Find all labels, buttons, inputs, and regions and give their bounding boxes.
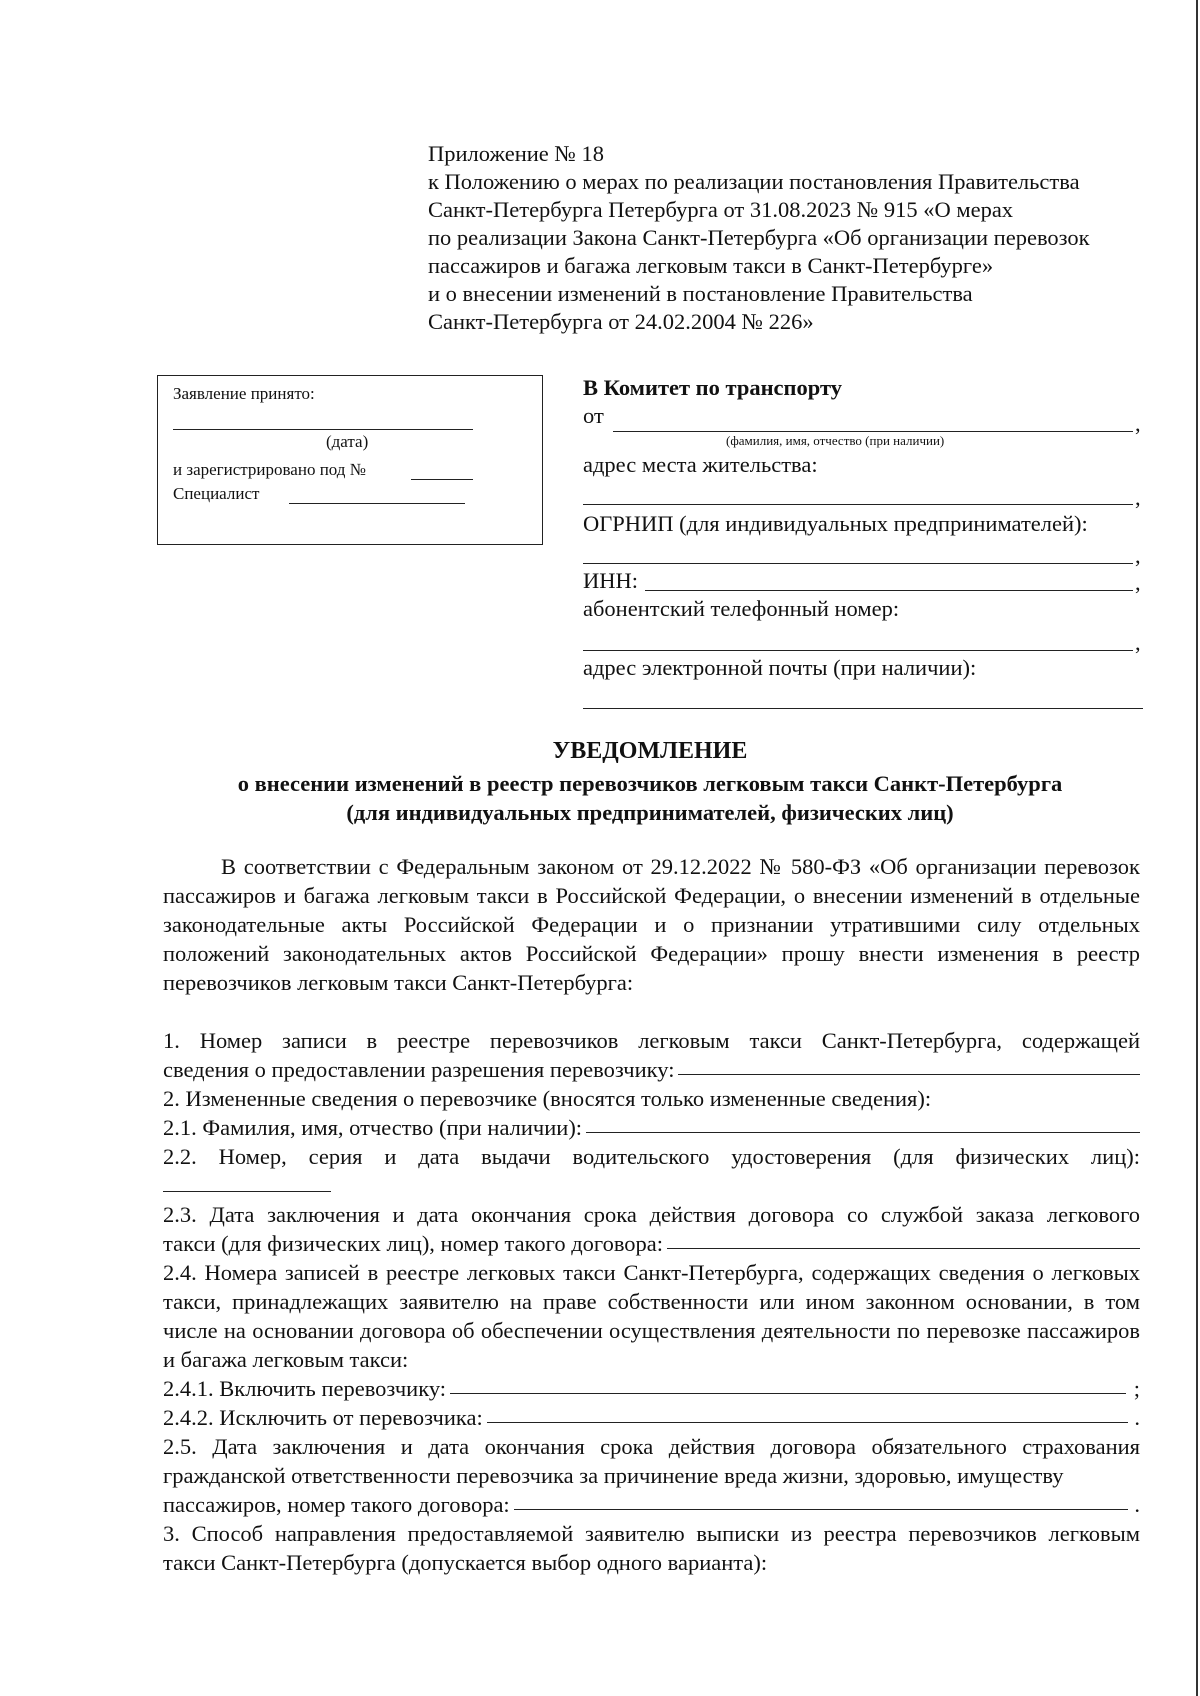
item-1-text-cont: сведения о предоставлении разрешения перевозчику: bbox=[163, 1057, 675, 1082]
ogrnip-field[interactable] bbox=[583, 563, 1133, 564]
dispatch-contract-field[interactable] bbox=[667, 1248, 1140, 1249]
email-field[interactable] bbox=[583, 708, 1143, 709]
registration-box bbox=[157, 375, 543, 545]
from-label: от bbox=[583, 403, 604, 428]
phone-label: абонентский телефонный номер: bbox=[583, 596, 900, 621]
item-2-4-1-row bbox=[163, 1374, 1140, 1403]
license-field[interactable] bbox=[163, 1191, 331, 1192]
intro-paragraph: В соответствии с Федеральным законом от 29.12.2022 № 580-ФЗ «Об организации перевозок пассажиров и багажа легковым такси в Российской Федерации, о внесении изменений в отдельные законодательные акты Российской Федерации и о признании утратившими силу отдельных положений законодательных актов Российской Федерации» прошу внести изменения в реестр перевозчиков легковым такси Санкт-Петербурга: bbox=[163, 854, 1140, 995]
item-2-1-text: 2.1. Фамилия, имя, отчество (при наличии): bbox=[163, 1115, 583, 1140]
specialist-field[interactable] bbox=[289, 503, 465, 504]
item-2-5-text-cont: пассажиров, номер такого договора: bbox=[163, 1492, 510, 1517]
item-2-3-text-cont: такси (для физических лиц), номер такого договора: bbox=[163, 1231, 664, 1256]
specialist-label: Специалист bbox=[173, 484, 260, 503]
inn-label: ИНН: bbox=[583, 568, 638, 593]
phone-field[interactable] bbox=[583, 650, 1133, 651]
period: . bbox=[1134, 1405, 1140, 1430]
address-label: адрес места жительства: bbox=[583, 452, 818, 477]
address-field[interactable] bbox=[583, 504, 1133, 505]
fio-field[interactable] bbox=[613, 431, 1133, 432]
item-2-4-text: 2.4. Номера записей в реестре легковых такси Санкт-Петербурга, содержащих сведения о легковых такси, принадлежащих заявителю на праве собственности или ином законном основании, в том числе на основании договора об обеспечении осуществления деятельности по перевозке пассажиров и багажа легковым такси: bbox=[163, 1260, 1140, 1372]
item-2-2-text: 2.2. Номер, серия и дата выдачи водительского удостоверения (для физических лиц): bbox=[163, 1144, 1140, 1169]
comma: , bbox=[1135, 543, 1141, 568]
registered-label: и зарегистрировано под № bbox=[173, 460, 366, 479]
insurance-contract-field[interactable] bbox=[514, 1509, 1129, 1510]
document-subtitle: о внесении изменений в реестр перевозчиков легковым такси Санкт-Петербурга bbox=[237, 771, 1063, 796]
item-1-text: 1. Номер записи в реестре перевозчиков легковым такси Санкт-Петербурга, содержащей bbox=[163, 1028, 1140, 1053]
fio-change-field[interactable] bbox=[586, 1132, 1140, 1133]
scan-edge-line bbox=[1196, 0, 1198, 1696]
committee-label: В Комитет по транспорту bbox=[583, 375, 842, 400]
item-2-3-text: 2.3. Дата заключения и дата окончания срока действия договора со службой заказа легкового bbox=[163, 1202, 1140, 1227]
exclude-taxi-field[interactable] bbox=[487, 1422, 1129, 1423]
record-number-field[interactable] bbox=[678, 1074, 1140, 1075]
date-hint: (дата) bbox=[326, 432, 369, 451]
item-2-text: 2. Измененные сведения о перевозчике (вносятся только измененные сведения): bbox=[163, 1086, 932, 1111]
comma: , bbox=[1135, 485, 1141, 510]
header-line: Приложение № 18 bbox=[428, 141, 604, 166]
email-label: адрес электронной почты (при наличии): bbox=[583, 655, 977, 680]
item-1-row bbox=[163, 1055, 1140, 1084]
header-line: и о внесении изменений в постановление Правительства bbox=[428, 281, 973, 306]
comma: , bbox=[1135, 570, 1141, 595]
header-line: пассажиров и багажа легковым такси в Санкт-Петербурге» bbox=[428, 253, 994, 278]
header-line: по реализации Закона Санкт-Петербурга «Об организации перевозок bbox=[428, 225, 1090, 250]
comma: , bbox=[1135, 411, 1141, 436]
accepted-label: Заявление принято: bbox=[173, 384, 315, 403]
item-2-3-row bbox=[163, 1229, 1140, 1258]
item-2-4-2-text: 2.4.2. Исключить от перевозчика: bbox=[163, 1405, 483, 1430]
header-line: к Положению о мерах по реализации постановления Правительства bbox=[428, 169, 1080, 194]
item-2-4-1-text: 2.4.1. Включить перевозчику: bbox=[163, 1376, 447, 1401]
registration-number-field[interactable] bbox=[411, 479, 473, 480]
header-line: Санкт-Петербурга Петербурга от 31.08.2023 № 915 «О мерах bbox=[428, 197, 1014, 222]
item-2-5-text: 2.5. Дата заключения и дата окончания срока действия договора обязательного страхования гражданской ответственности перевозчика за причинение вреда жизни, здоровью, имуществу bbox=[163, 1434, 1140, 1488]
item-2-1-row bbox=[163, 1113, 1140, 1142]
semicolon: ; bbox=[1133, 1376, 1140, 1401]
appendix-header bbox=[428, 140, 1168, 336]
item-2-5-row bbox=[163, 1490, 1140, 1519]
document-body bbox=[163, 852, 1140, 1577]
item-3-text: 3. Способ направления предоставляемой заявителю выписки из реестра перевозчиков легковым такси Санкт-Петербурга (допускается выбор одного варианта): bbox=[163, 1521, 1140, 1575]
period: . bbox=[1134, 1492, 1140, 1517]
item-2-4-2-row bbox=[163, 1403, 1140, 1432]
document-subtitle-scope: (для индивидуальных предпринимателей, физических лиц) bbox=[346, 800, 954, 825]
comma: , bbox=[1135, 630, 1141, 655]
inn-field[interactable] bbox=[645, 590, 1133, 591]
date-field[interactable] bbox=[173, 429, 473, 430]
header-line: Санкт-Петербурга от 24.02.2004 № 226» bbox=[428, 309, 814, 334]
document-title: УВЕДОМЛЕНИЕ bbox=[552, 738, 748, 764]
ogrnip-label: ОГРНИП (для индивидуальных предпринимателей): bbox=[583, 511, 1088, 536]
include-taxi-field[interactable] bbox=[450, 1393, 1126, 1394]
fio-hint: (фамилия, имя, отчество (при наличии) bbox=[726, 433, 945, 448]
